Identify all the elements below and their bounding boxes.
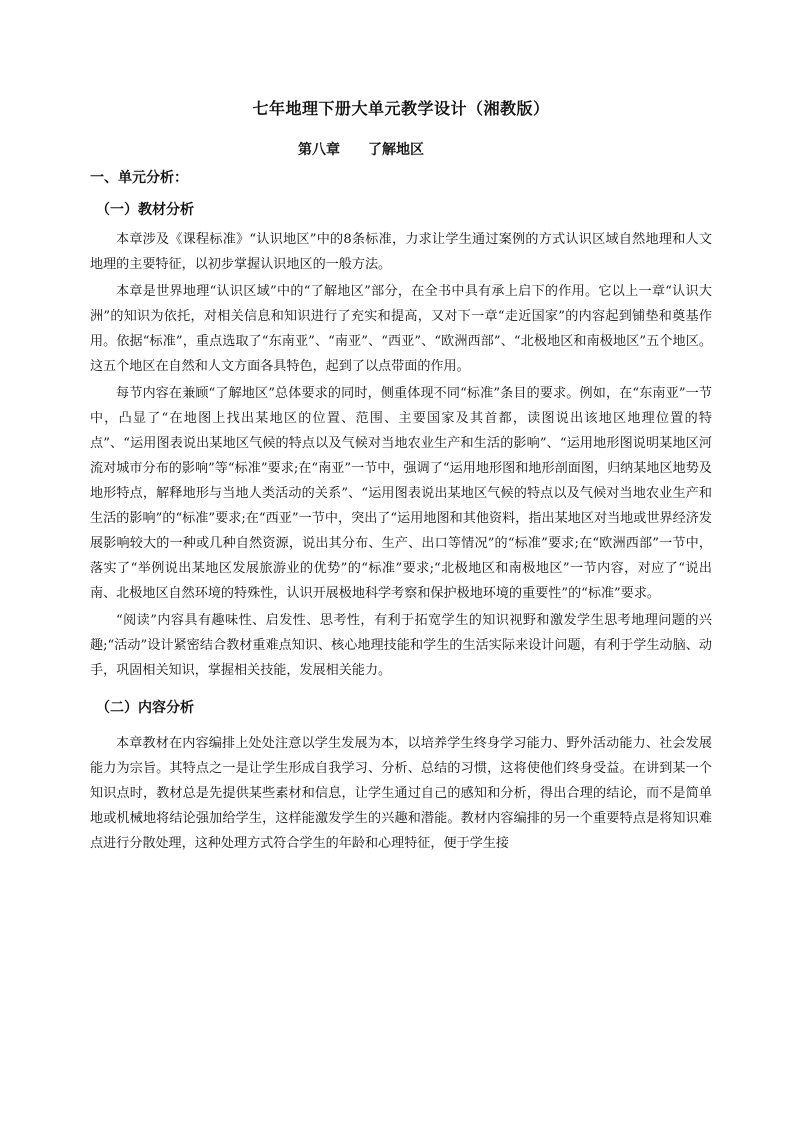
paragraph: 每节内容在兼顾“了解地区”总体要求的同时，侧重体现不同“标准”条目的要求。例如，在“东南亚”一节中，凸显了“在地图上找出某地区的位置、范围、主要国家及其首都，读图说出该地区地理位置的特点”、“运用图表说出某地区气候的特点以及气候对当地农业生产和生活的影响”、“运用地形图说明某地区河流对城市分布的影响”等“标准”要求;在“南亚”一节中，强调了“运用地形图和地形剖面图，归纳某地区地势及地形特点，解释地形与当地人类活动的关系”、“运用图表说出某地区气候的特点以及气候对当地农业生产和生活的影响”的“标准”要求;在“西亚”一节中，突出了“运用地图和其他资料，指出某地区对当地或世界经济发展影响较大的一种或几种自然资源，说出其分布、生产、出口等情况”的“标准”要求;在“欧洲西部”一节中，落实了“举例说出某地区发展旅游业的优势”的“标准”要求;“北极地区和南极地区”一节内容，对应了“说出南、北极地区自然环境的特殊性，认识开展极地科学考察和保护极地环境的重要性”的“标准”要求。 — [90, 386, 712, 601]
subsection-heading-content-analysis: （二）内容分析 — [96, 700, 194, 716]
paragraph: 本章涉及《课程标准》“认识地区”中的8条标准，力求让学生通过案例的方式认识区域自然地理和人文地理的主要特征，以初步掌握认识地区的一般方法。 — [90, 232, 712, 272]
document-title: 七年地理下册大单元教学设计（湘教版） — [252, 99, 550, 118]
paragraph: “阅读”内容具有趣味性、启发性、思考性，有利于拓宽学生的知识视野和激发学生思考地理问题的兴趣;“活动”设计紧密结合教材重难点知识、核心地理技能和学生的生活实际来设计问题，有利于学生动脑、动手，巩固相关知识，掌握相关技能，发展相关能力。 — [90, 613, 712, 678]
paragraph: 本章教材在内容编排上处处注意以学生发展为本，以培养学生终身学习能力、野外活动能力、社会发展能力为宗旨。其特点之一是让学生形成自我学习、分析、总结的习惯，这将使他们终身受益。在讲到某一个知识点时，教材总是先提供某些素材和信息，让学生通过自己的感知和分析，得出合理的结论，而不是简单地或机械地将结论强加给学生，这样能激发学生的兴趣和潜能。教材内容编排的另一个重要特点是将知识难点进行分散处理，这种处理方式符合学生的年龄和心理特征，便于学生接 — [90, 736, 712, 851]
subsection-heading-textbook-analysis: （一）教材分析 — [96, 202, 194, 218]
chapter-heading: 第八章 了解地区 — [298, 142, 424, 158]
document-page — [90, 96, 712, 856]
section-heading-unit-analysis: 一、单元分析： — [90, 170, 188, 186]
paragraph: 本章是世界地理“认识区域”中的“了解地区”部分，在全书中具有承上启下的作用。它以上一章“认识大洲”的知识为依托，对相关信息和知识进行了充实和提高，又对下一章“走近国家”的内容起到铺垫和奠基作用。依据“标准”，重点选取了“东南亚”、“南亚”、“西亚”、“欧洲西部”、“北极地区和南极地区”五个地区。这五个地区在自然和人文方面各具特色，起到了以点带面的作用。 — [90, 284, 712, 374]
